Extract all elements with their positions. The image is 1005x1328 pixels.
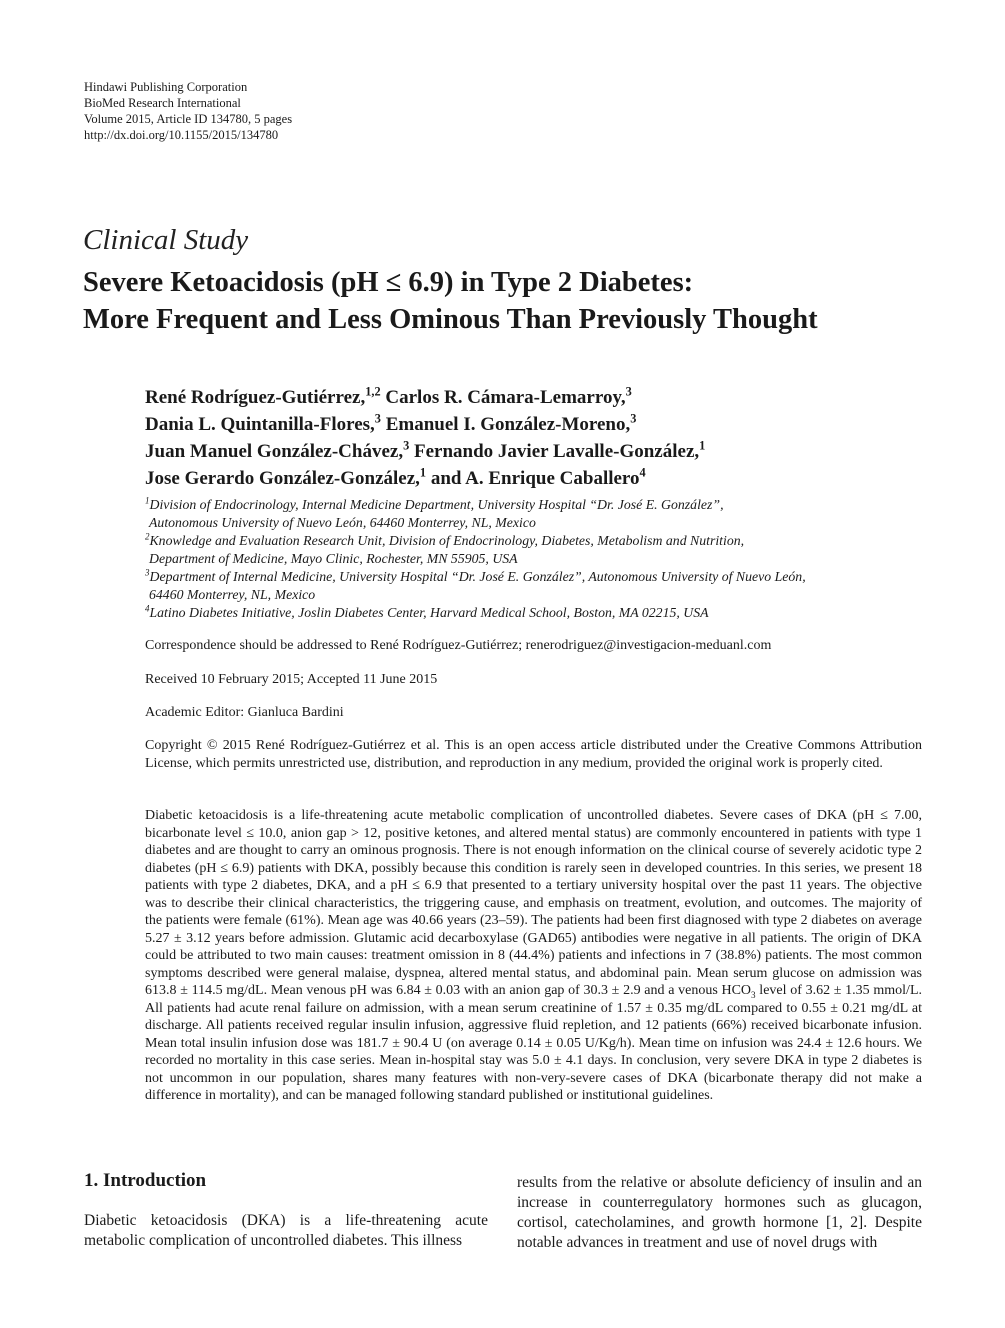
affiliation-text: Division of Endocrinology, Internal Medicine Department, University Hospital “Dr. José E. González”, xyxy=(149,497,724,512)
received-accepted-dates: Received 10 February 2015; Accepted 11 June 2015 xyxy=(145,672,438,687)
author-line xyxy=(145,411,705,438)
section-heading: 1. Introduction xyxy=(84,1170,207,1191)
article-type: Clinical Study xyxy=(83,224,249,256)
affiliation-number: 3 xyxy=(145,567,150,578)
affiliation-text: Autonomous University of Nuevo León, 64460 Monterrey, NL, Mexico xyxy=(149,515,536,530)
journal-header xyxy=(84,79,292,143)
article-title xyxy=(83,264,943,338)
affiliation-text: 64460 Monterrey, NL, Mexico xyxy=(149,587,316,602)
doi-link[interactable]: http://dx.doi.org/10.1155/2015/134780 xyxy=(84,128,279,142)
author-name: Juan Manuel González-Chávez, xyxy=(145,441,404,462)
affiliation xyxy=(145,532,806,568)
author-name: Jose Gerardo González-González, xyxy=(145,468,420,489)
subscript: 3 xyxy=(751,989,756,1000)
author-line xyxy=(145,438,705,465)
academic-editor: Academic Editor: Gianluca Bardini xyxy=(145,705,344,720)
affiliation-text: Knowledge and Evaluation Research Unit, Division of Endocrinology, Diabetes, Metabolism and Nutrition, xyxy=(149,533,745,548)
author-affiliation-mark: 3 xyxy=(403,438,410,453)
affiliation-text: Latino Diabetes Initiative, Joslin Diabetes Center, Harvard Medical School, Boston, MA 02215, USA xyxy=(149,605,709,620)
author-name: René Rodríguez-Gutiérrez, xyxy=(145,387,366,408)
title-line: More Frequent and Less Ominous Than Previously Thought xyxy=(83,304,818,335)
author-line xyxy=(145,384,705,411)
author-name: Fernando Javier Lavalle-González, xyxy=(414,441,700,462)
affiliation xyxy=(145,604,806,622)
journal-name: BioMed Research International xyxy=(84,96,241,110)
abstract-text: Diabetic ketoacidosis is a life-threatening acute metabolic complication of uncontrolled diabetes. Severe cases of DKA (pH ≤ 7.00, bicarbonate level ≤ 10.0, anion gap > 12, positive ketones, and altered mental status) are commonly encountered in patients with type 1 diabetes and are thought to carry an ominous prognosis. There is not enough information on the clinical course of severely acidotic type 2 diabetes (pH ≤ 6.9) patients with DKA, possibly because this condition is rarely seen in developed countries. In this series, we present 18 patients with type 2 diabetes, DKA, and a pH ≤ 6.9 that presented to a tertiary university hospital over the past 11 years. The objective was to describe their clinical characteristics, the triggering cause, and emphasis on treatment, evolution, and outcomes. The majority of the patients were female (61%). Mean age was 40.66 years (23–59). The patients had been first diagnosed with type 2 diabetes on average 5.27 ± 3.12 years before admission. Glutamic acid decarboxylase (GAD65) antibodies were negative in all patients. The origin of DKA could be attributed to two main causes: treatment omission in 8 (44.4%) patients and infections in 7 (38.8%) patients. The most common symptoms described were general malaise, dyspnea, altered mental status, and abdominal pain. Mean serum glucose on admission was 613.8 ± 114.5 mg/dL. Mean venous pH was 6.84 ± 0.03 with an anion gap of 30.3 ± 2.9 and a venous HCO xyxy=(145,808,922,998)
intro-paragraph-left: Diabetic ketoacidosis (DKA) is a life-threatening acute metabolic complication of uncontrolled diabetes. This illness xyxy=(84,1212,488,1249)
title-line: Severe Ketoacidosis (pH ≤ 6.9) in Type 2 Diabetes: xyxy=(83,267,694,298)
author-affiliation-mark: 3 xyxy=(630,411,637,426)
affiliation-number: 4 xyxy=(145,603,150,614)
affiliation xyxy=(145,568,806,604)
intro-paragraph-right: results from the relative or absolute deficiency of insulin and an increase in counterregulatory hormones such as glucagon, cortisol, catecholamines, and growth hormone [1, 2]. Despite notable advances in treatment and use of novel drugs with xyxy=(517,1174,922,1251)
author-affiliation-mark: 4 xyxy=(639,465,646,480)
author-name: Carlos R. Cámara-Lemarroy, xyxy=(385,387,626,408)
correspondence-line: Correspondence should be addressed to René Rodríguez-Gutiérrez; renerodriguez@investigacion-meduanl.com xyxy=(145,638,772,653)
publisher-name: Hindawi Publishing Corporation xyxy=(84,80,248,94)
author-affiliation-mark: 1 xyxy=(699,438,706,453)
author-affiliation-mark: 3 xyxy=(625,384,632,399)
author-list xyxy=(145,384,705,492)
affiliation-number: 1 xyxy=(145,495,150,506)
affiliation-text: Department of Medicine, Mayo Clinic, Rochester, MN 55905, USA xyxy=(149,551,518,566)
affiliation-text: Department of Internal Medicine, University Hospital “Dr. José E. González”, Autonomous University of Nuevo León, xyxy=(149,569,806,584)
author-name: Emanuel I. González-Moreno, xyxy=(385,414,631,435)
volume-info: Volume 2015, Article ID 134780, 5 pages xyxy=(84,112,293,126)
author-line xyxy=(145,465,705,492)
affiliation-number: 2 xyxy=(145,531,150,542)
copyright-notice: Copyright © 2015 René Rodríguez-Gutiérrez et al. This is an open access article distributed under the Creative Commons Attribution License, which permits unrestricted use, distribution, and reproduction in any medium, provided the original work is properly cited. xyxy=(145,738,922,771)
abstract-text: level of 3.62 ± 1.35 mmol/L. All patients had acute renal failure on admission, with a mean serum creatinine of 1.57 ± 0.35 mg/dL compared to 0.55 ± 0.21 mg/dL at discharge. All patients received regular insulin infusion, aggressive fluid repletion, and 12 patients (66%) received bicarbonate infusion. Mean total insulin infusion dose was 181.7 ± 90.4 U (on average 0.14 ± 0.05 U/Kg/h). Mean time on infusion was 24.4 ± 12.6 hours. We recorded no mortality in this case series. Mean in-hospital stay was 5.0 ± 4.1 days. In conclusion, very severe DKA in type 2 diabetes is not uncommon in our population, shares many features with non-very-severe cases of DKA (bicarbonate therapy did not make a difference in mortality), and can be managed following standard published or institutional guidelines. xyxy=(145,983,922,1103)
author-name: Dania L. Quintanilla-Flores, xyxy=(145,414,375,435)
author-affiliation-mark: 1 xyxy=(419,465,427,480)
author-affiliation-mark: 1,2 xyxy=(365,384,381,399)
affiliation xyxy=(145,496,806,532)
author-affiliation-mark: 3 xyxy=(374,411,381,426)
abstract xyxy=(145,807,922,1105)
affiliation-list xyxy=(145,496,806,622)
author-name: and A. Enrique Caballero xyxy=(430,468,640,489)
